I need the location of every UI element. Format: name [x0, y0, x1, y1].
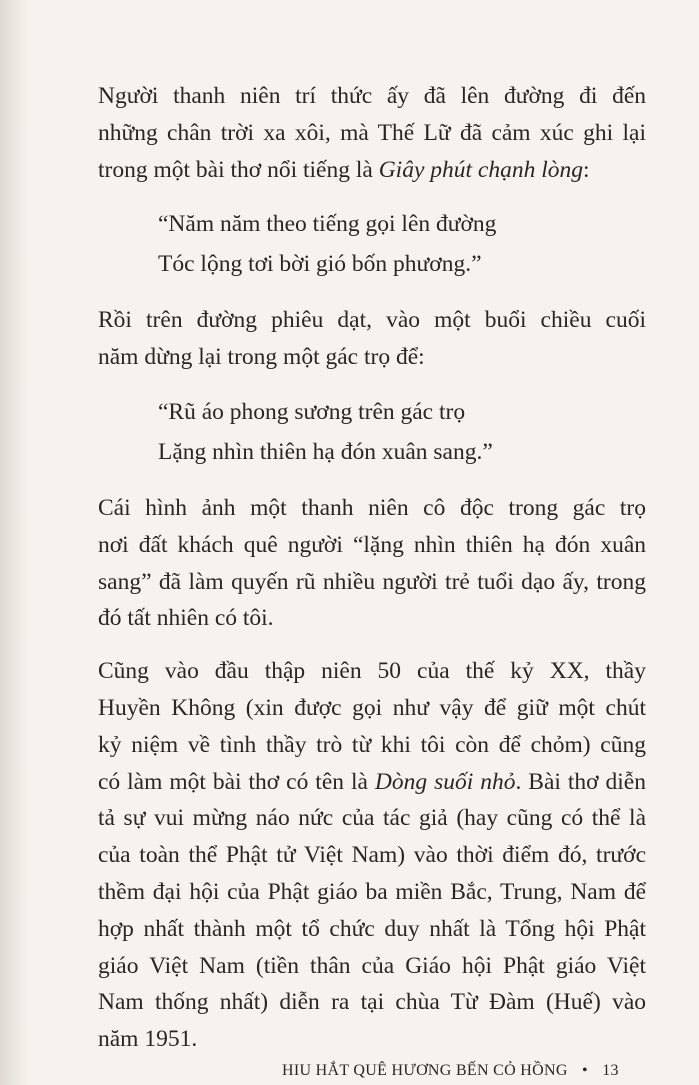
- text-line: [98, 690, 646, 727]
- text-segment: Cái hình ảnh một thanh niên cô độc trong gác trọ: [98, 494, 646, 521]
- poem-line: [158, 392, 646, 432]
- book-title: HIU HẮT QUÊ HƯƠNG BẾN CỎ HỒNG: [282, 1062, 568, 1079]
- text-segment: trong một bài thơ nổi tiếng là: [98, 156, 379, 183]
- text-segment: của toàn thể Phật tử Việt Nam) vào thời điểm đó, trước: [98, 842, 646, 869]
- text-segment: thềm đại hội của Phật giáo ba miền Bắc, Trung, Nam để: [98, 878, 646, 905]
- text-line: [98, 564, 646, 601]
- paragraph: [98, 78, 646, 188]
- text-segment: Lặng nhìn thiên hạ đón xuân sang.”: [158, 438, 493, 465]
- paragraph: [98, 490, 646, 637]
- text-segment: Nam thống nhất) diễn ra tại chùa Từ Đàm (Huế) vào: [98, 989, 646, 1016]
- text-segment: có làm một bài thơ có tên là: [98, 768, 375, 795]
- text-line: [98, 339, 646, 376]
- text-segment: Rồi trên đường phiêu dạt, vào một buổi chiều cuối: [98, 307, 646, 334]
- text-segment: những chân trời xa xôi, mà Thế Lữ đã cảm xúc ghi lại: [98, 119, 646, 146]
- page-number: 13: [602, 1062, 619, 1079]
- text-segment: sang” đã làm quyến rũ nhiều người trẻ tuổi dạo ấy, trong: [98, 568, 646, 595]
- text-segment: Người thanh niên trí thức ấy đã lên đường đi đến: [98, 83, 646, 109]
- italic-title: Giây phút chạnh lòng: [378, 156, 583, 183]
- text-segment: Huyền Không (xin được gọi như vậy để giữ một chút: [98, 694, 646, 721]
- text-segment: kỷ niệm về tình thầy trò từ khi tôi còn để chỏm) cũng: [98, 731, 646, 758]
- text-segment: Tóc lộng tơi bời gió bốn phương.”: [158, 251, 482, 278]
- text-line: [98, 948, 646, 985]
- text-line: [98, 490, 646, 527]
- text-line: [98, 152, 646, 189]
- text-line: [98, 653, 646, 690]
- running-footer: [282, 1062, 619, 1080]
- text-segment: hợp nhất thành một tổ chức duy nhất là Tổng hội Phật: [98, 915, 646, 942]
- footer-separator: •: [582, 1062, 588, 1079]
- text-line: [98, 600, 646, 637]
- page-gutter-shadow: [0, 0, 28, 1085]
- text-line: [98, 837, 646, 874]
- text-segment: giáo Việt Nam (tiền thân của Giáo hội Phật giáo Việt: [98, 952, 646, 979]
- text-line: [98, 800, 646, 837]
- text-segment: năm dừng lại trong một gác trọ để:: [98, 344, 425, 371]
- book-page-body: [98, 78, 646, 1074]
- text-segment: tả sự vui mừng náo nức của tác giả (hay cũng có thể là: [98, 805, 646, 832]
- text-segment: “Rũ áo phong sương trên gác trọ: [158, 398, 466, 425]
- text-line: [98, 764, 646, 801]
- text-line: [98, 527, 646, 564]
- text-segment: . Bài thơ diễn: [515, 768, 646, 795]
- italic-title: Dòng suối nhỏ: [374, 768, 516, 795]
- text-line: [98, 984, 646, 1021]
- paragraph: [98, 653, 646, 1058]
- text-line: [98, 911, 646, 948]
- text-segment: nơi đất khách quê người “lặng nhìn thiên hạ đón xuân: [98, 531, 646, 558]
- poem-quote: [158, 204, 646, 284]
- poem-line: [158, 244, 646, 284]
- text-segment: Cũng vào đầu thập niên 50 của thế kỷ XX, thầy: [98, 658, 646, 685]
- text-line: [98, 78, 646, 115]
- text-segment: “Năm năm theo tiếng gọi lên đường: [158, 211, 497, 238]
- poem-line: [158, 204, 646, 244]
- text-line: [98, 874, 646, 911]
- text-line: [98, 1021, 646, 1058]
- text-segment: :: [582, 156, 590, 183]
- text-segment: năm 1951.: [98, 1026, 198, 1053]
- text-line: [98, 115, 646, 152]
- poem-quote: [158, 392, 646, 472]
- poem-line: [158, 432, 646, 472]
- text-line: [98, 727, 646, 764]
- text-segment: đó tất nhiên có tôi.: [98, 605, 274, 632]
- text-line: [98, 302, 646, 339]
- paragraph: [98, 302, 646, 376]
